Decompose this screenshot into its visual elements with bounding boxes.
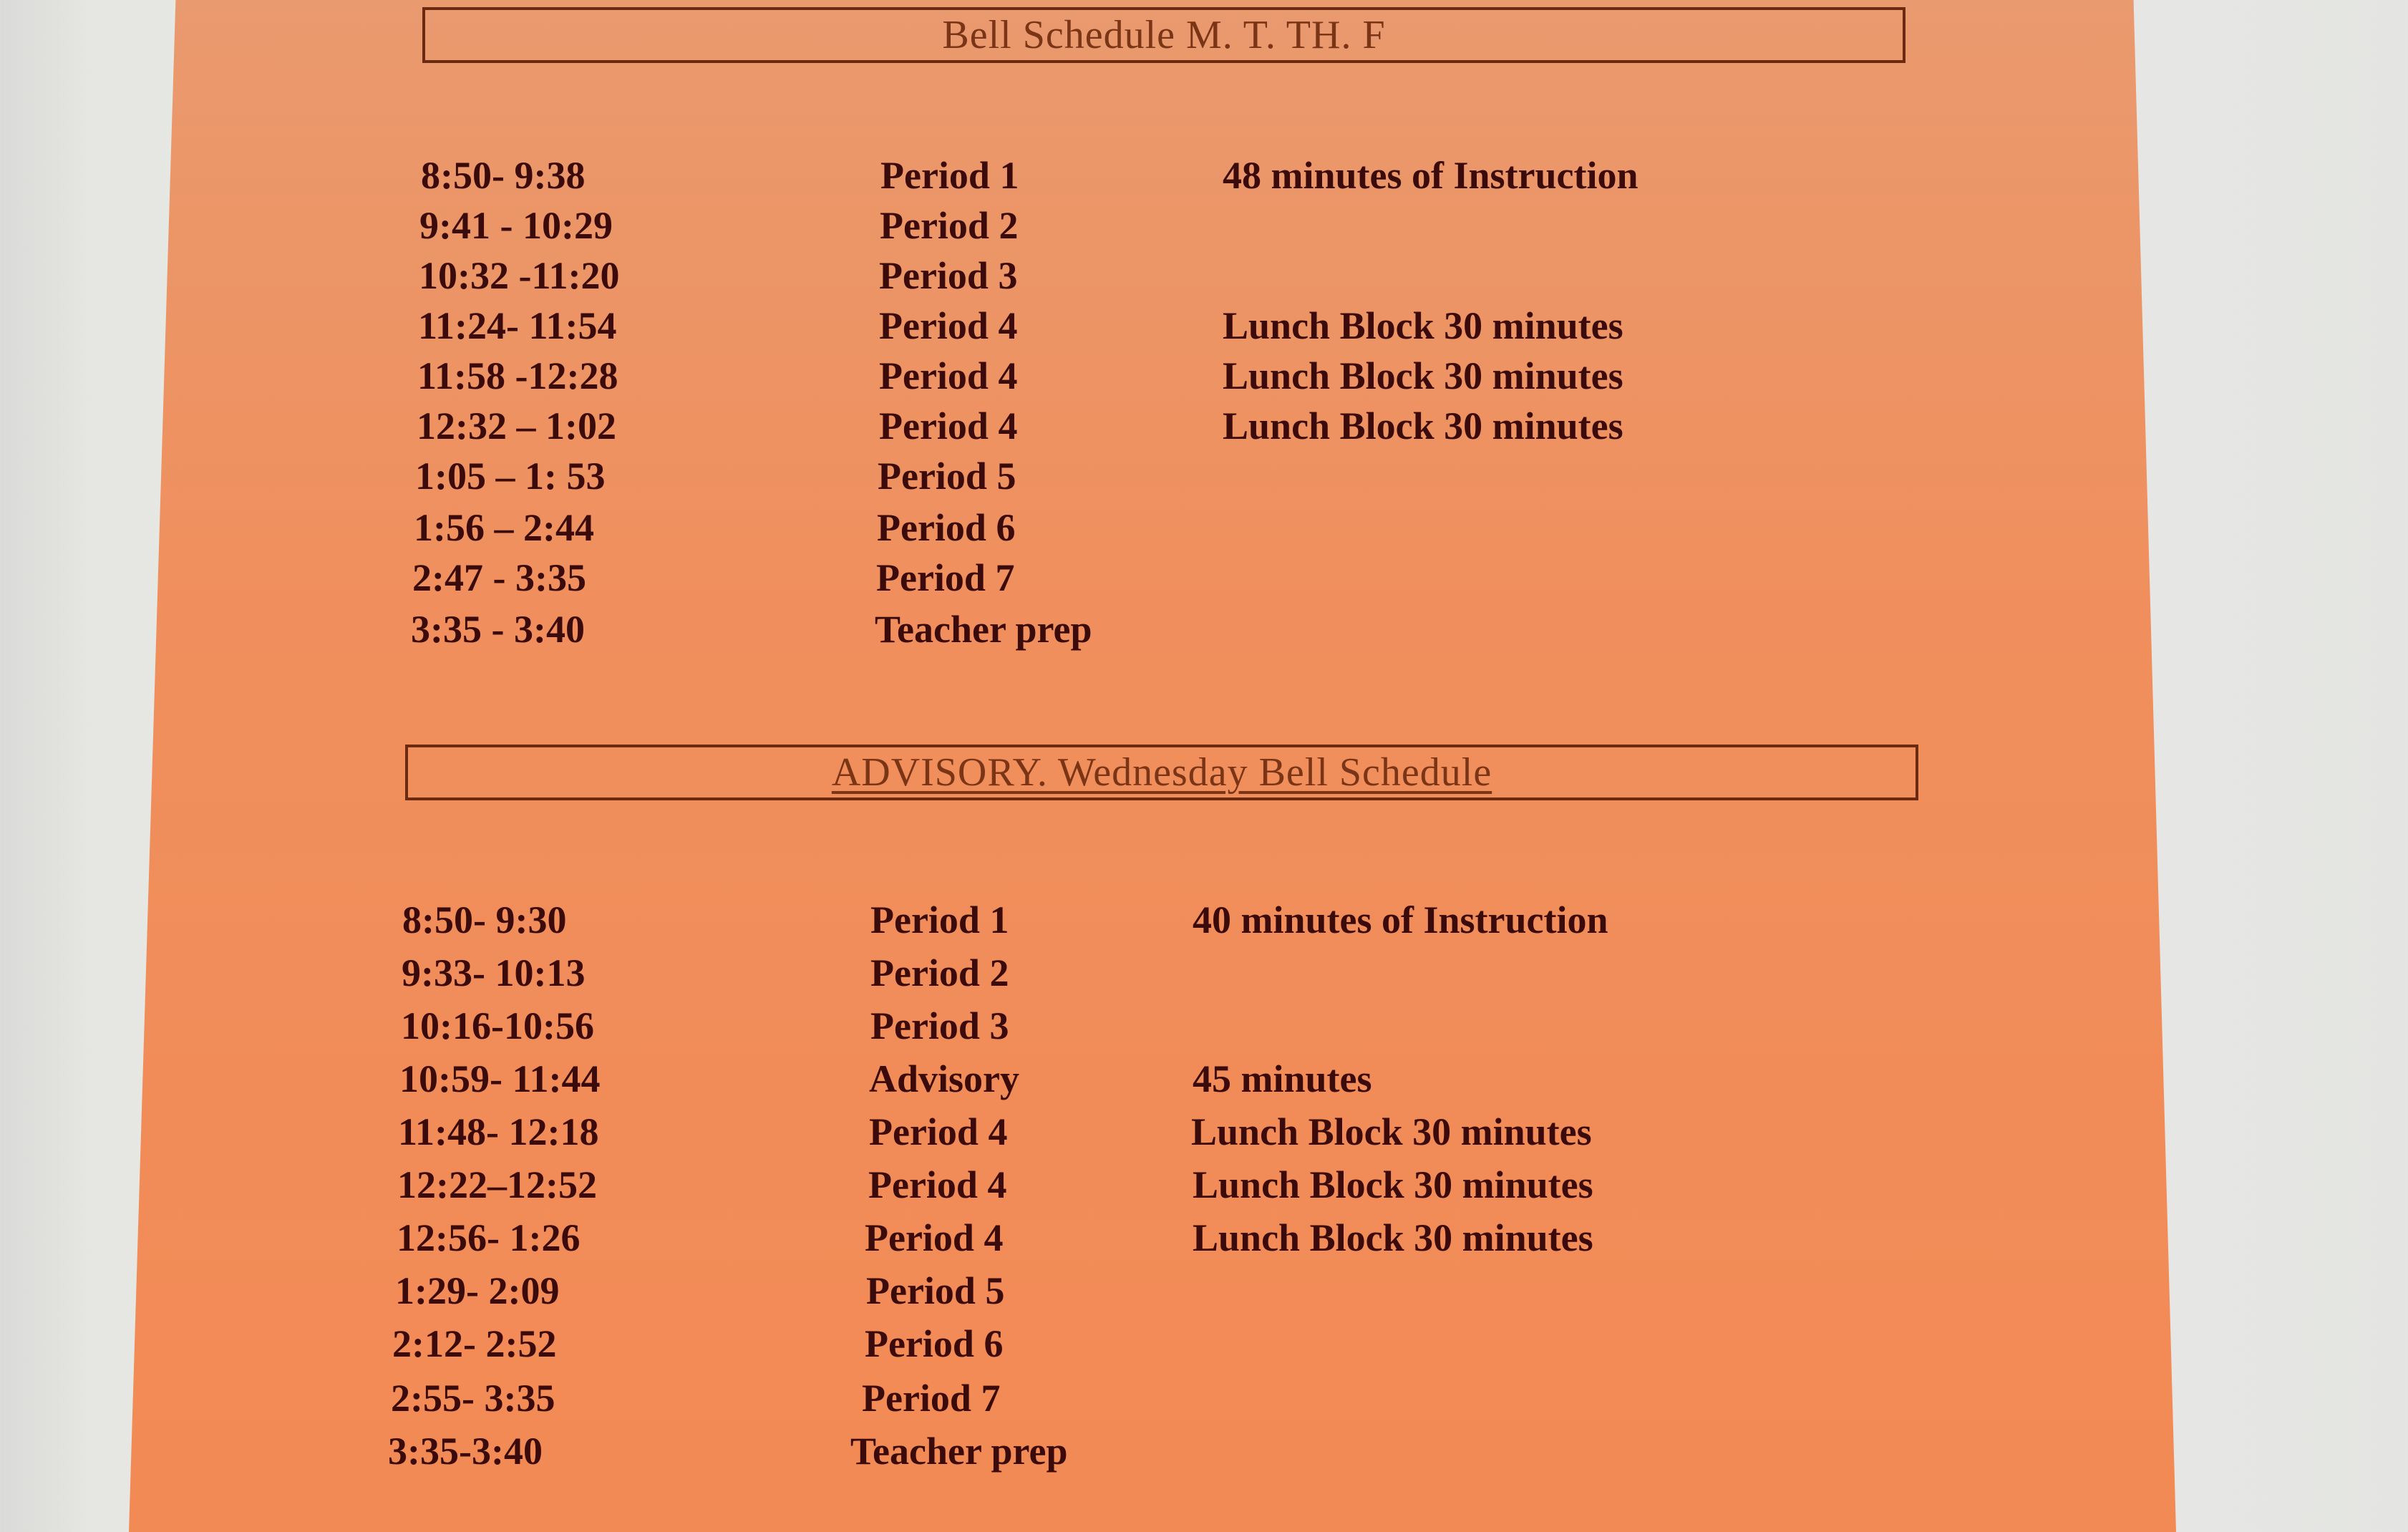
period-cell: Period 4 xyxy=(869,1110,1008,1153)
time-cell: 8:50- 9:30 xyxy=(402,898,567,941)
time-cell: 10:32 -11:20 xyxy=(419,254,620,297)
schedule-1-row xyxy=(0,404,2408,450)
period-cell: Period 3 xyxy=(879,254,1018,297)
time-cell: 12:22–12:52 xyxy=(397,1163,597,1206)
schedule-2-row xyxy=(0,1322,2408,1367)
schedule-2-row xyxy=(0,1163,2408,1208)
period-cell: Period 1 xyxy=(870,898,1009,941)
time-cell: 1:56 – 2:44 xyxy=(414,506,594,549)
period-cell: Period 4 xyxy=(879,354,1018,397)
note-cell: 48 minutes of Instruction xyxy=(1223,154,1638,197)
time-cell: 8:50- 9:38 xyxy=(421,154,586,197)
period-cell: Period 7 xyxy=(862,1377,1001,1420)
schedule-2-row xyxy=(0,1110,2408,1155)
schedule-2-heading-text: ADVISORY. Wednesday Bell Schedule xyxy=(831,750,1492,795)
time-cell: 10:59- 11:44 xyxy=(399,1057,601,1100)
period-cell: Period 1 xyxy=(880,154,1019,197)
time-cell: 10:16-10:56 xyxy=(401,1004,594,1047)
time-cell: 1:29- 2:09 xyxy=(395,1269,560,1312)
schedule-1-heading-text: Bell Schedule M. T. TH. F xyxy=(942,13,1386,57)
time-cell: 2:12- 2:52 xyxy=(392,1322,557,1365)
schedule-1-row xyxy=(0,505,2408,551)
time-cell: 3:35-3:40 xyxy=(388,1430,543,1473)
note-cell: 45 minutes xyxy=(1193,1057,1372,1100)
time-cell: 2:55- 3:35 xyxy=(391,1377,555,1420)
schedule-1-row xyxy=(0,153,2408,199)
period-cell: Advisory xyxy=(869,1057,1020,1100)
period-cell: Period 7 xyxy=(876,556,1015,599)
period-cell: Period 2 xyxy=(870,951,1009,994)
schedule-2-row xyxy=(0,1004,2408,1049)
period-cell: Period 4 xyxy=(868,1163,1007,1206)
period-cell: Period 4 xyxy=(879,404,1018,447)
schedule-2-row xyxy=(0,898,2408,944)
schedule-2-row xyxy=(0,1057,2408,1102)
time-cell: 2:47 - 3:35 xyxy=(412,556,586,599)
period-cell: Period 4 xyxy=(879,304,1018,347)
schedule-1-row xyxy=(0,203,2408,249)
period-cell: Period 2 xyxy=(880,204,1019,247)
time-cell: 12:56- 1:26 xyxy=(397,1216,581,1259)
note-cell: 40 minutes of Instruction xyxy=(1193,898,1608,941)
note-cell: Lunch Block 30 minutes xyxy=(1193,1216,1593,1259)
period-cell: Teacher prep xyxy=(875,608,1092,651)
period-cell: Period 5 xyxy=(866,1269,1005,1312)
schedule-1-row xyxy=(0,454,2408,500)
schedule-1-row xyxy=(0,354,2408,399)
time-cell: 12:32 – 1:02 xyxy=(417,404,616,447)
note-cell: Lunch Block 30 minutes xyxy=(1193,1163,1593,1206)
schedule-2-row xyxy=(0,1376,2408,1422)
note-cell: Lunch Block 30 minutes xyxy=(1191,1110,1592,1153)
time-cell: 3:35 - 3:40 xyxy=(411,608,585,651)
note-cell: Lunch Block 30 minutes xyxy=(1223,354,1623,397)
schedule-1-heading xyxy=(422,7,1905,63)
schedule-2-row xyxy=(0,1269,2408,1314)
schedule-2-row xyxy=(0,1216,2408,1261)
schedule-2-row xyxy=(0,1429,2408,1475)
time-cell: 9:41 - 10:29 xyxy=(419,204,613,247)
time-cell: 1:05 – 1: 53 xyxy=(415,455,606,498)
note-cell: Lunch Block 30 minutes xyxy=(1223,304,1623,347)
schedule-1-row xyxy=(0,607,2408,653)
period-cell: Teacher prep xyxy=(850,1430,1068,1473)
time-cell: 9:33- 10:13 xyxy=(402,951,586,994)
time-cell: 11:48- 12:18 xyxy=(398,1110,599,1153)
schedule-1-row xyxy=(0,304,2408,349)
note-cell: Lunch Block 30 minutes xyxy=(1223,404,1623,447)
period-cell: Period 6 xyxy=(865,1322,1004,1365)
period-cell: Period 3 xyxy=(870,1004,1009,1047)
period-cell: Period 6 xyxy=(877,506,1016,549)
period-cell: Period 5 xyxy=(878,455,1016,498)
time-cell: 11:58 -12:28 xyxy=(417,354,618,397)
schedule-1-row xyxy=(0,556,2408,601)
schedule-2-row xyxy=(0,951,2408,997)
period-cell: Period 4 xyxy=(865,1216,1004,1259)
schedule-2-heading xyxy=(405,745,1918,800)
time-cell: 11:24- 11:54 xyxy=(418,304,617,347)
schedule-1-row xyxy=(0,253,2408,299)
